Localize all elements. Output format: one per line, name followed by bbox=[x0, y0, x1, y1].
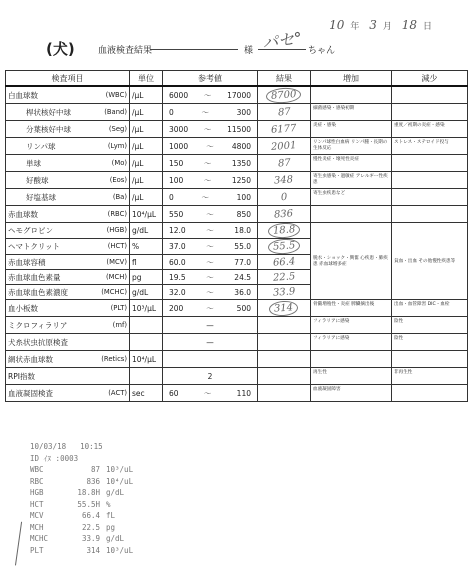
test-abbr bbox=[94, 368, 130, 385]
ref-dash: 〜 bbox=[206, 209, 214, 219]
test-unit bbox=[130, 317, 163, 334]
printout-line bbox=[30, 534, 230, 546]
table-row bbox=[6, 121, 468, 138]
test-name: 網状赤血球数 bbox=[6, 351, 94, 368]
ref-dash: 〜 bbox=[203, 158, 212, 168]
month-label: 月 bbox=[382, 22, 392, 32]
increase-note: 血液凝固障害 bbox=[311, 385, 392, 402]
table-row bbox=[6, 300, 468, 317]
test-abbr: (Ba) bbox=[94, 189, 130, 206]
table-row bbox=[6, 317, 468, 334]
result-value: 22.5 bbox=[272, 270, 296, 284]
reference-range bbox=[163, 239, 258, 255]
date-year: 10 bbox=[329, 18, 345, 32]
ref-high: 77.0 bbox=[234, 257, 251, 267]
ref-low: 150 bbox=[169, 158, 184, 168]
ref-dash: 〜 bbox=[203, 388, 212, 398]
printout-line bbox=[30, 523, 230, 535]
col-result-header: 結果 bbox=[258, 71, 311, 87]
col-ref-header: 参考値 bbox=[163, 71, 258, 87]
reference-range bbox=[163, 206, 258, 223]
result-cell bbox=[258, 104, 311, 121]
printout-line bbox=[30, 500, 230, 512]
test-unit: fl bbox=[130, 255, 163, 270]
ref-high: 24.5 bbox=[234, 272, 251, 282]
printout-unit: fL bbox=[106, 511, 116, 520]
test-name: 血液凝固検査 bbox=[6, 385, 94, 402]
decrease-note bbox=[392, 206, 468, 223]
increase-note bbox=[311, 86, 392, 104]
printout-value: 836 bbox=[86, 476, 100, 486]
result-cell bbox=[258, 172, 311, 189]
test-unit: /μL bbox=[130, 104, 163, 121]
decrease-note bbox=[392, 104, 468, 121]
report-title: 血液検査結果 bbox=[98, 46, 153, 56]
date-month: 3 bbox=[369, 18, 377, 32]
printout-value: 18.8H bbox=[77, 488, 100, 497]
ref-high: 850 bbox=[236, 209, 251, 219]
result-cell bbox=[258, 239, 311, 255]
test-unit: /μL bbox=[130, 172, 163, 189]
reference-range bbox=[163, 385, 258, 402]
decrease-note: ストレス・ステロイド投与 bbox=[392, 138, 468, 155]
owner-honorific: 様 bbox=[244, 46, 254, 56]
result-value: 0 bbox=[280, 191, 288, 203]
ref-low: 0 bbox=[169, 107, 174, 117]
printout-value: 22.5 bbox=[81, 522, 100, 532]
printout-line bbox=[30, 546, 230, 558]
decrease-note: 非再生性 bbox=[392, 368, 468, 385]
result-value: 348 bbox=[274, 173, 294, 187]
col-increase-header: 増加 bbox=[311, 71, 392, 87]
ref-dash: 〜 bbox=[206, 287, 214, 297]
result-cell bbox=[258, 300, 311, 317]
reference-range bbox=[163, 86, 258, 104]
increase-note: 慢性炎症・壊死性炎症 bbox=[311, 155, 392, 172]
printout-label: MCH bbox=[30, 522, 44, 532]
test-name: 好酸球 bbox=[6, 172, 94, 189]
result-cell bbox=[258, 138, 311, 155]
test-name: 赤血球容積 bbox=[6, 255, 94, 270]
reference-range bbox=[163, 121, 258, 138]
test-name: 白血球数 bbox=[6, 86, 94, 104]
increase-note: 脱水・ショック・興奮 心疾患・肺疾患 赤血球増多症 bbox=[311, 223, 392, 300]
test-abbr: (ACT) bbox=[94, 385, 130, 402]
ref-dash: 〜 bbox=[201, 107, 209, 117]
result-cell bbox=[258, 86, 311, 104]
result-cell bbox=[258, 385, 311, 402]
decrease-note bbox=[392, 172, 468, 189]
printout-line bbox=[30, 511, 230, 523]
printout-value: 55.5H bbox=[77, 499, 100, 509]
test-unit bbox=[130, 334, 163, 351]
reference-range bbox=[163, 351, 258, 368]
printout-unit: 10³/uL bbox=[106, 545, 134, 555]
result-value: 6177 bbox=[270, 122, 298, 136]
results-body bbox=[6, 86, 468, 402]
printout-label: MCHC bbox=[30, 534, 49, 543]
result-value: 2001 bbox=[270, 139, 298, 153]
test-abbr: (MCH) bbox=[94, 270, 130, 285]
result-cell bbox=[258, 285, 311, 300]
reference-range bbox=[163, 255, 258, 270]
result-value: 66.4 bbox=[272, 255, 296, 269]
printout-line bbox=[30, 465, 230, 477]
printout-label: PLT bbox=[30, 545, 44, 555]
ref-low: 100 bbox=[169, 175, 184, 185]
test-abbr: (HCT) bbox=[94, 239, 130, 255]
printout-label: HCT bbox=[30, 499, 44, 509]
increase-note: 細菌感染・感染初期 bbox=[311, 104, 392, 121]
reference-range bbox=[163, 285, 258, 300]
result-value: 18.8 bbox=[267, 223, 300, 239]
test-name: 血小板数 bbox=[6, 300, 94, 317]
test-abbr: (Mo) bbox=[94, 155, 130, 172]
table-row bbox=[6, 334, 468, 351]
decrease-note bbox=[392, 155, 468, 172]
result-cell bbox=[258, 334, 311, 351]
increase-note: リンパ球性白血病 リンパ腫・長期の生体反応 bbox=[311, 138, 392, 155]
date-day: 18 bbox=[401, 18, 417, 32]
result-value: 55.5 bbox=[267, 239, 300, 255]
ref-low: 200 bbox=[169, 303, 184, 313]
pet-honorific: ちゃん bbox=[308, 46, 336, 56]
ref-high: 11500 bbox=[227, 124, 251, 134]
test-unit bbox=[130, 368, 163, 385]
test-name: リンパ球 bbox=[6, 138, 94, 155]
test-name: 好塩基球 bbox=[6, 189, 94, 206]
test-name: 赤血球血色素濃度 bbox=[6, 285, 94, 300]
printout-label: MCV bbox=[30, 511, 44, 520]
ref-low: 37.0 bbox=[169, 242, 186, 251]
result-value: 87 bbox=[277, 157, 291, 169]
test-unit: /μL bbox=[130, 138, 163, 155]
printout-datetime bbox=[30, 442, 230, 453]
test-unit: g/dL bbox=[130, 223, 163, 239]
test-abbr: (HGB) bbox=[94, 223, 130, 239]
printout-lines bbox=[30, 465, 230, 557]
printout-value: 314 bbox=[86, 545, 100, 555]
ref-high: 1350 bbox=[231, 158, 251, 168]
result-cell bbox=[258, 368, 311, 385]
owner-name-blank bbox=[150, 49, 238, 50]
test-name: RPI指数 bbox=[6, 368, 94, 385]
printout-date: 10/03/18 bbox=[30, 442, 67, 451]
day-label: 日 bbox=[422, 22, 432, 32]
result-value: 314 bbox=[269, 300, 299, 317]
printout-unit: g/dL bbox=[106, 534, 125, 543]
result-cell bbox=[258, 223, 311, 239]
ref-dash: 〜 bbox=[206, 303, 214, 313]
reference-range bbox=[163, 138, 258, 155]
increase-note: 再生性 bbox=[311, 368, 392, 385]
ref-low: 1000 bbox=[169, 141, 189, 151]
table-header-row bbox=[6, 71, 468, 87]
printout-label: RBC bbox=[30, 476, 44, 486]
reference-range bbox=[163, 155, 258, 172]
test-abbr: (Retics) bbox=[94, 351, 130, 368]
test-name: 分葉核好中球 bbox=[6, 121, 94, 138]
result-cell bbox=[258, 255, 311, 270]
test-abbr: (Band) bbox=[94, 104, 130, 121]
ref-low: 12.0 bbox=[169, 226, 186, 235]
reference-range bbox=[163, 104, 258, 121]
increase-note bbox=[311, 206, 392, 223]
printout-unit: 10³/uL bbox=[106, 465, 134, 474]
decrease-note bbox=[392, 86, 468, 104]
decrease-note bbox=[392, 351, 468, 368]
printout-value: 87 bbox=[90, 465, 100, 474]
result-cell bbox=[258, 270, 311, 285]
pen-mark bbox=[15, 522, 28, 567]
ref-high: 110 bbox=[236, 388, 251, 398]
result-cell bbox=[258, 121, 311, 138]
printout-unit: % bbox=[106, 499, 111, 509]
test-name: 単球 bbox=[6, 155, 94, 172]
test-abbr: (RBC) bbox=[94, 206, 130, 223]
test-unit: 10³/μL bbox=[130, 300, 163, 317]
decrease-note bbox=[392, 189, 468, 206]
animal-kind: (犬) bbox=[46, 40, 75, 58]
ref-dash: 〜 bbox=[206, 242, 214, 251]
increase-note bbox=[311, 351, 392, 368]
test-abbr: (MCV) bbox=[94, 255, 130, 270]
ref-low: 6000 bbox=[169, 90, 189, 100]
ref-high: 1250 bbox=[231, 175, 251, 185]
ref-dash: 〜 bbox=[206, 257, 214, 267]
test-abbr: (WBC) bbox=[94, 86, 130, 104]
test-name: 赤血球数 bbox=[6, 206, 94, 223]
decrease-note: 陰性 bbox=[392, 317, 468, 334]
test-unit: 10⁴/μL bbox=[130, 351, 163, 368]
decrease-note: 出血・血管障害 DIC・血栓 bbox=[392, 300, 468, 317]
reference-range bbox=[163, 172, 258, 189]
ref-high: 300 bbox=[236, 107, 251, 117]
table-row bbox=[6, 368, 468, 385]
analyzer-printout bbox=[30, 442, 230, 557]
increase-note: 炎症・感染 bbox=[311, 121, 392, 138]
ref-high: 55.0 bbox=[234, 242, 251, 251]
table-row bbox=[6, 223, 468, 239]
pet-name: パセ° bbox=[261, 28, 304, 53]
result-value: 836 bbox=[274, 207, 294, 221]
ref-high: 17000 bbox=[227, 90, 251, 100]
ref-dash: 〜 bbox=[201, 192, 209, 202]
ref-low: 3000 bbox=[169, 124, 189, 134]
reference-range bbox=[163, 189, 258, 206]
printout-label: HGB bbox=[30, 488, 44, 497]
ref-high: 36.0 bbox=[234, 287, 251, 297]
result-cell bbox=[258, 155, 311, 172]
table-row bbox=[6, 206, 468, 223]
pet-name-underline bbox=[258, 49, 306, 50]
result-cell bbox=[258, 189, 311, 206]
test-unit: g/dL bbox=[130, 285, 163, 300]
test-name: ミクロフィラリア bbox=[6, 317, 94, 334]
ref-low: 19.5 bbox=[169, 272, 186, 282]
decrease-note: 重度／初期の炎症・感染 bbox=[392, 121, 468, 138]
ref-dash: 〜 bbox=[206, 141, 214, 151]
reference-range bbox=[163, 223, 258, 239]
test-abbr: (mf) bbox=[94, 317, 130, 334]
table-row bbox=[6, 351, 468, 368]
ref-low: 60.0 bbox=[169, 257, 186, 267]
ref-dash: 〜 bbox=[203, 175, 212, 185]
test-unit: % bbox=[130, 239, 163, 255]
printout-id: ID ｲﾇ :0003 bbox=[30, 454, 79, 463]
printout-label: WBC bbox=[30, 465, 44, 474]
ref-low: 60 bbox=[169, 388, 179, 398]
printout-time: 10:15 bbox=[80, 442, 103, 451]
reference-range bbox=[163, 300, 258, 317]
test-abbr: (PLT) bbox=[94, 300, 130, 317]
table-row bbox=[6, 172, 468, 189]
ref-low: 0 bbox=[169, 192, 174, 202]
test-name: 桿状核好中球 bbox=[6, 104, 94, 121]
test-unit: /μL bbox=[130, 155, 163, 172]
printout-unit: g/dL bbox=[106, 488, 125, 497]
reference-range: — bbox=[163, 317, 258, 334]
ref-dash: 〜 bbox=[203, 124, 212, 134]
results-table bbox=[5, 70, 468, 402]
table-row bbox=[6, 86, 468, 104]
ref-high: 500 bbox=[236, 303, 251, 313]
col-unit-header: 単位 bbox=[130, 71, 163, 87]
increase-note: 骨髄増殖性・炎症 脾臓摘出後 bbox=[311, 300, 392, 317]
test-unit: /μL bbox=[130, 86, 163, 104]
result-value: 87 bbox=[277, 106, 291, 118]
printout-unit: 10⁴/uL bbox=[106, 476, 134, 486]
ref-high: 4800 bbox=[231, 141, 251, 151]
ref-low: 550 bbox=[169, 209, 184, 219]
increase-note: 寄生虫疾患など bbox=[311, 189, 392, 206]
result-value: 8700 bbox=[266, 86, 302, 103]
ref-high: 18.0 bbox=[234, 226, 251, 235]
test-abbr: (Seg) bbox=[94, 121, 130, 138]
increase-note: フィラリアに感染 bbox=[311, 317, 392, 334]
increase-note: 寄生虫感染・過敏症 アレルギー性疾患 bbox=[311, 172, 392, 189]
ref-dash: 〜 bbox=[206, 272, 214, 282]
printout-line bbox=[30, 477, 230, 489]
increase-note: フィラリアに感染 bbox=[311, 334, 392, 351]
reference-range: — bbox=[163, 334, 258, 351]
test-unit: 10⁴/μL bbox=[130, 206, 163, 223]
table-row bbox=[6, 138, 468, 155]
decrease-note bbox=[392, 385, 468, 402]
ref-dash: 〜 bbox=[203, 90, 212, 100]
test-unit: pg bbox=[130, 270, 163, 285]
col-decrease-header: 減少 bbox=[392, 71, 468, 87]
printout-value: 33.9 bbox=[81, 534, 100, 543]
ref-high: 100 bbox=[236, 192, 251, 202]
ref-low: 32.0 bbox=[169, 287, 186, 297]
test-name: 赤血球血色素量 bbox=[6, 270, 94, 285]
reference-range: 2 bbox=[163, 368, 258, 385]
test-abbr bbox=[94, 334, 130, 351]
test-name: ヘマトクリット bbox=[6, 239, 94, 255]
result-cell bbox=[258, 317, 311, 334]
table-row bbox=[6, 155, 468, 172]
ref-dash: 〜 bbox=[206, 226, 214, 235]
result-value: 33.9 bbox=[272, 285, 296, 299]
year-label: 年 bbox=[350, 22, 360, 32]
printout-line bbox=[30, 488, 230, 500]
decrease-note: 貧血・出血 その他慢性疾患等 bbox=[392, 223, 468, 300]
test-unit: /μL bbox=[130, 121, 163, 138]
test-abbr: (MCHC) bbox=[94, 285, 130, 300]
test-abbr: (Eos) bbox=[94, 172, 130, 189]
test-unit: sec bbox=[130, 385, 163, 402]
result-cell bbox=[258, 206, 311, 223]
test-unit: /μL bbox=[130, 189, 163, 206]
test-abbr: (Lym) bbox=[94, 138, 130, 155]
printout-unit: pg bbox=[106, 522, 116, 532]
test-name: 犬糸状虫抗原検査 bbox=[6, 334, 94, 351]
printout-value: 66.4 bbox=[81, 511, 100, 520]
col-item-header: 検査項目 bbox=[6, 71, 130, 87]
table-row bbox=[6, 189, 468, 206]
table-row bbox=[6, 385, 468, 402]
test-name: ヘモグロビン bbox=[6, 223, 94, 239]
table-row bbox=[6, 104, 468, 121]
reference-range bbox=[163, 270, 258, 285]
result-cell bbox=[258, 351, 311, 368]
decrease-note: 陰性 bbox=[392, 334, 468, 351]
report-date bbox=[329, 18, 438, 32]
